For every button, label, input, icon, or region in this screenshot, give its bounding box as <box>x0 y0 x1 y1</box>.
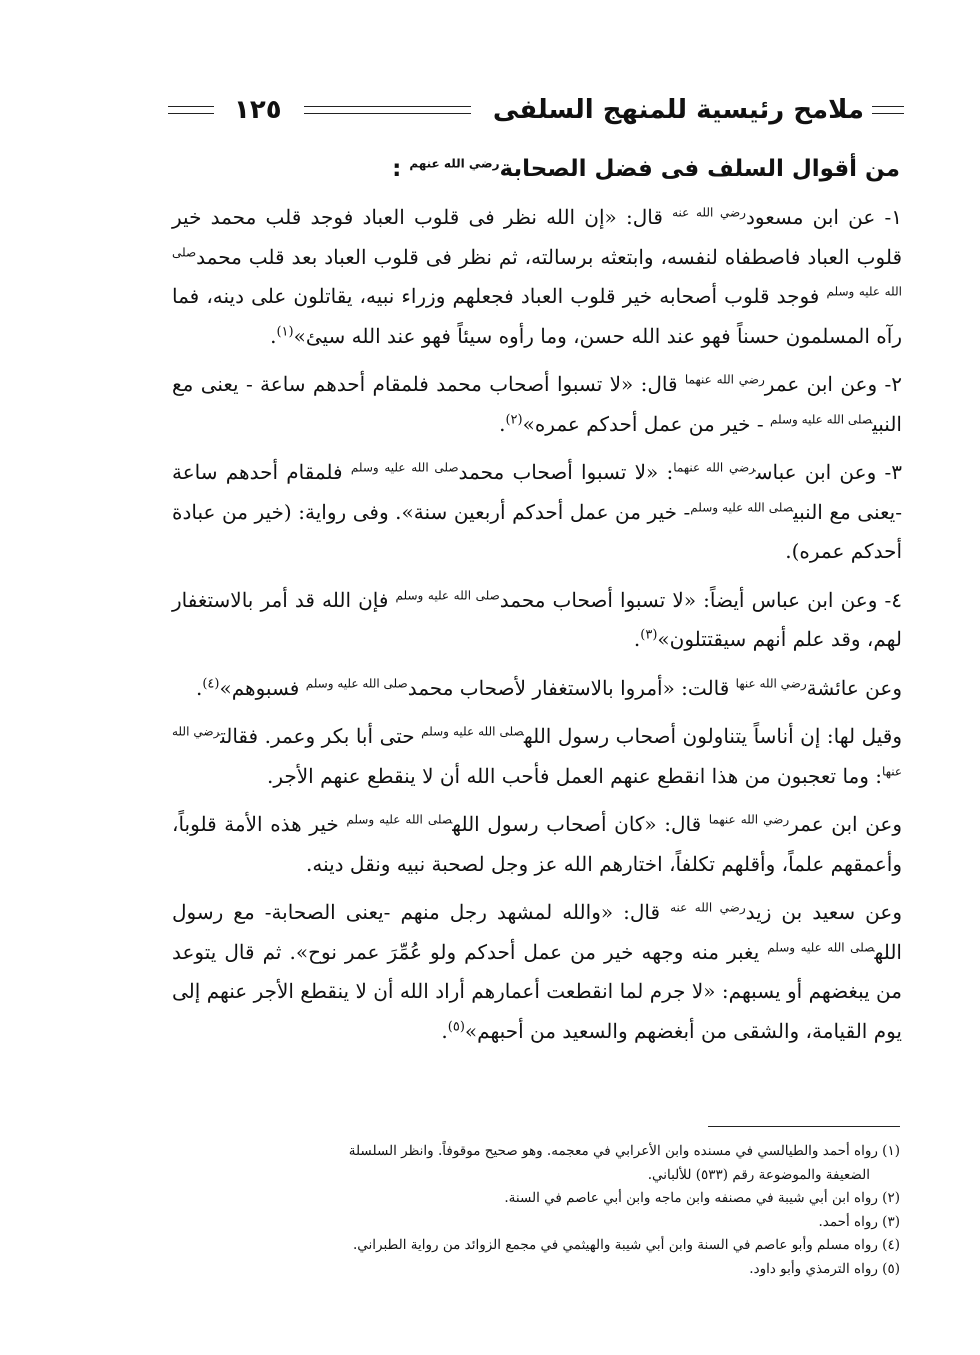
honorific-glyph: رضي الله عنها <box>172 724 902 778</box>
footnote-ref: (١) <box>276 323 294 339</box>
footnote-separator <box>708 1126 900 1127</box>
paragraph-text: فإن الله قد أمر بالاستغفار لهم، وقد علم أنهم سيقتتلون» <box>172 587 902 651</box>
honorific-glyph: رضي الله عنهما <box>684 372 765 387</box>
paragraph-text: قال: «لا تسبوا أصحاب محمد فلمقام أحدهم ساعة - يعنى مع النبي <box>172 372 902 436</box>
paragraph-text: قال: «إن الله نظر فى قلوب العباد فوجد قلب محمد خير قلوب العباد فاصطفاه لنفسه، وابتعثه برسالته، ثم نظر فى قلوب العباد بعد قلب محمد <box>172 205 902 269</box>
paragraph-text: وقيل لها: إن أناساً يتناولون أصحاب رسول الله <box>523 724 902 748</box>
header-rule-left <box>168 106 214 114</box>
paragraph <box>172 669 902 718</box>
paragraph-text: . <box>195 675 203 700</box>
paragraph-text: حتى أبا بكر وعمر. فقالت <box>220 724 422 748</box>
paragraph-text: : وما تعجبون من هذا انقطع عنهم العمل فأحب الله أن لا ينقطع عنهم الأجر. <box>267 763 883 788</box>
footnote-line: (٢) رواه ابن أبي شيبة في مصنفه وابن ماجه وابن أبي عاصم في السنة. <box>504 1190 900 1206</box>
paragraph-text: قالت: «أمروا بالاستغفار لأصحاب محمد <box>407 675 736 700</box>
footnote-ref: (٢) <box>505 411 523 427</box>
paragraph-text: : «لا تسبوا أصحاب محمد <box>458 460 674 484</box>
footnote-ref: (٤) <box>202 675 220 691</box>
paragraph-text: فلمقام أحدهم ساعة -يعنى مع النبي <box>172 460 902 524</box>
running-header <box>168 92 904 128</box>
footnote-line: (١) رواه أحمد والطيالسي في مسنده وابن الأعرابي في معجمه. وهو صحيح موقوفاً. وانظر السلسلة <box>348 1143 900 1159</box>
footnote-line: (٤) رواه مسلم وأبو عاصم في السنة وابن أبي شيبة والهيثمي في مجمع الزوائد من رواية الطبراني. <box>352 1237 900 1253</box>
paragraph <box>172 198 902 365</box>
paragraph <box>172 365 902 453</box>
paragraph-text: . <box>633 627 641 651</box>
footnote-line: (٣) رواه أحمد. <box>818 1213 900 1230</box>
footnotes <box>170 1140 900 1281</box>
header-rule-middle <box>304 106 471 114</box>
paragraph-text: ٤- وعن ابن عباس أيضاً: «لا تسبوا أصحاب محمد <box>499 587 902 612</box>
paragraph-text: خير هذه الأمة قلوباً، وأعمقهم علماً، وأقلهم تكلفاً، اختارهم الله عز وجل لصحبة نبيه ونقل دينه. <box>172 812 902 876</box>
honorific-glyph: صلى الله عليه وسلم <box>690 499 794 514</box>
honorific-glyph: صلى الله عليه وسلم <box>770 411 873 426</box>
paragraph-text: وعن سعيد بن زيد <box>745 900 903 924</box>
footnote-line: (٥) رواه الترمذي وأبو داود. <box>749 1260 900 1277</box>
footnote-ref: (٣) <box>640 627 658 643</box>
paragraph-text: يغبر منه وجهه خير من عمل أحدكم ولو عُمِّرَ عمر نوح». ثم قال يتوعد من يبغضهم أو يسبهم: «لا جرم لما انقطعت أعمارهم أراد الله أن لا ينقطع الأجر عنهم إلى يوم القيامة، والشقى من أبغضهم والسعيد من أحبهم» <box>172 939 902 1043</box>
page-number: ١٢٥ <box>234 95 282 125</box>
paragraph-text: . <box>441 1018 448 1043</box>
paragraph-text: . <box>499 411 506 436</box>
paragraph-text: قال: «كان أصحاب رسول الله <box>452 812 709 836</box>
honorific-glyph: صلى الله عليه وسلم <box>305 675 408 690</box>
paragraph-text: ١- عن ابن مسعود <box>745 205 902 229</box>
paragraph-text: وعن ابن عمر <box>789 812 903 836</box>
paragraph-text: . <box>270 323 277 348</box>
honorific-glyph: صلى الله عليه وسلم <box>395 587 500 602</box>
header-rule-right <box>872 106 904 114</box>
footnote-ref: (٥) <box>447 1018 465 1034</box>
section-heading-colon: : <box>392 156 402 182</box>
honorific-glyph: صلى الله عليه وسلم <box>767 939 875 954</box>
paragraph-text: - خير من عمل أحدكم عمره» <box>522 411 771 436</box>
paragraph-text: ٣- وعن ابن عباس <box>755 460 902 484</box>
paragraph-text: - خير من عمل أحدكم أربعين سنة». وفى رواية: (خير من عبادة أحدكم عمره). <box>172 499 902 563</box>
paragraph <box>172 453 902 581</box>
paragraph <box>172 805 902 893</box>
body-text <box>172 198 902 1060</box>
paragraph-text: وعن عائشة <box>806 675 902 700</box>
footnote-line: الضعيفة والموضوعة رقم (٥٣٣) للألباني. <box>647 1166 870 1183</box>
honorific-glyph: رضي الله عنه <box>670 900 746 915</box>
section-heading <box>160 148 900 190</box>
honorific-glyph: صلى الله عليه وسلم <box>350 460 459 475</box>
honorific-glyph: صلى الله عليه وسلم <box>346 812 453 827</box>
honorific-glyph: صلى الله عليه وسلم <box>172 244 902 299</box>
paragraph <box>172 893 902 1060</box>
honorific-glyph: رضي الله عنهما <box>708 812 790 827</box>
header-title: ملامح رئيسية للمنهج السلفى <box>492 95 864 125</box>
honorific-glyph: رضي الله عنه <box>672 205 746 220</box>
paragraph-text: قال: «والله لمشهد رجل منهم -يعنى الصحابة- مع رسول الله <box>172 900 902 964</box>
paragraph <box>172 581 902 669</box>
honorific-glyph: صلى الله عليه وسلم <box>421 724 524 739</box>
section-heading-text: من أقوال السلف فى فضل الصحابة <box>499 156 900 182</box>
paragraph-text: فوجد قلوب أصحابه خير قلوب العباد فجعلهم وزراء نبيه، يقاتلون على دينه، فما رآه المسلمون حسناً فهو عند الله حسن، وما رأوه سيئاً فهو عند الله سيئ» <box>172 284 902 348</box>
paragraph <box>172 717 902 805</box>
honorific-glyph: رضي الله عنهم <box>409 156 500 171</box>
paragraph-text: ٢- وعن ابن عمر <box>764 372 902 396</box>
honorific-glyph: رضي الله عنهما <box>673 460 756 475</box>
paragraph-text: فسبوهم» <box>219 675 306 700</box>
honorific-glyph: رضي الله عنها <box>735 675 807 690</box>
